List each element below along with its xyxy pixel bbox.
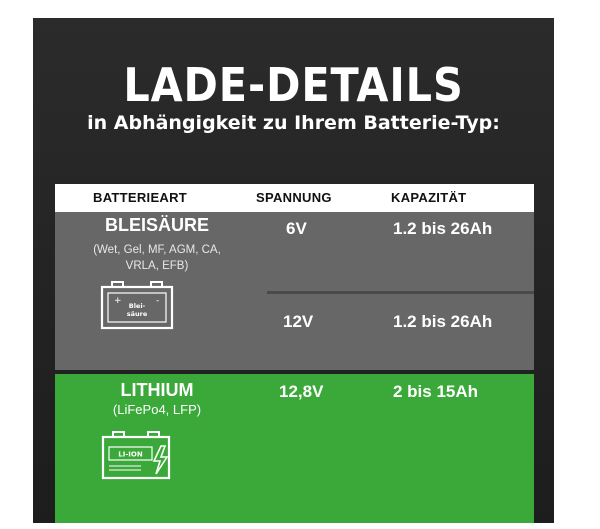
header-voltage: SPANNUNG bbox=[256, 190, 332, 205]
lithium-ion-battery-icon bbox=[101, 430, 177, 480]
svg-text:Blei-: Blei- bbox=[128, 302, 146, 310]
lead-acid-type: BLEISÄURE bbox=[104, 215, 209, 235]
header-capacity: KAPAZITÄT bbox=[391, 190, 467, 205]
charging-details-card bbox=[33, 18, 554, 523]
lead-acid-capacity-2: 1.2 bis 26Ah bbox=[393, 312, 493, 331]
row-divider bbox=[267, 291, 534, 294]
svg-text:+: + bbox=[114, 296, 122, 306]
table-header bbox=[55, 184, 534, 212]
lithium-capacity: 2 bis 15Ah bbox=[393, 382, 479, 401]
svg-text:-: - bbox=[156, 296, 160, 306]
page-title: LADE-DETAILS bbox=[123, 58, 464, 112]
lead-acid-voltage-2: 12V bbox=[283, 312, 314, 331]
lead-acid-battery-icon bbox=[100, 280, 174, 330]
lead-acid-voltage-1: 6V bbox=[286, 219, 307, 238]
lead-acid-note: (Wet, Gel, MF, AGM, CA, VRLA, EFB) bbox=[93, 244, 221, 272]
header-battery-type: BATTERIEART bbox=[93, 190, 188, 205]
lithium-voltage: 12,8V bbox=[279, 382, 324, 401]
lead-acid-capacity-1: 1.2 bis 26Ah bbox=[393, 219, 493, 238]
svg-text:säure: säure bbox=[126, 310, 148, 318]
page-subtitle: in Abhängigkeit zu Ihrem Batterie-Typ: bbox=[87, 112, 500, 134]
lithium-note: (LiFePo4, LFP) bbox=[112, 402, 202, 417]
svg-text:LI-ION: LI-ION bbox=[118, 450, 143, 459]
lithium-type: LITHIUM bbox=[120, 380, 194, 400]
